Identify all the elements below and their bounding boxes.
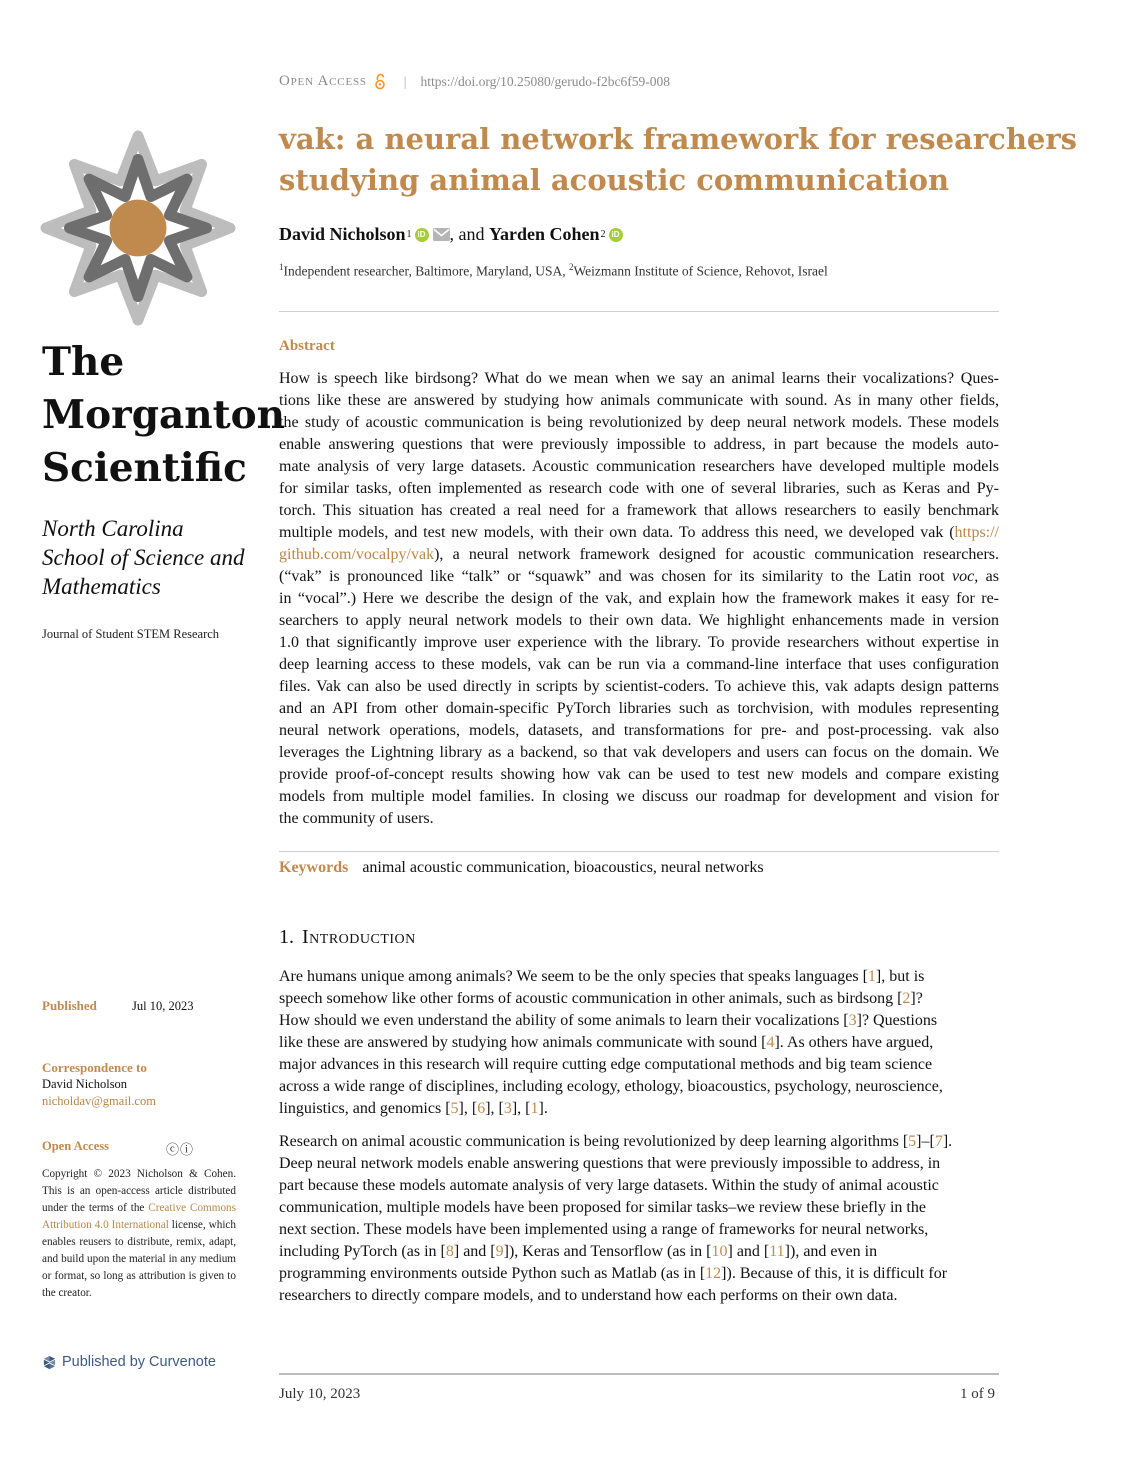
paragraph-line (279, 1241, 999, 1263)
abstract-line: searchers to apply neural network models to their own data. We highlight enhancements made in version (279, 612, 999, 629)
abstract-label: Abstract (279, 338, 335, 354)
text: ]. As others have argued, (774, 1034, 934, 1051)
text: ]), Keras and Tensorflow (as in [ (503, 1243, 712, 1260)
github-link[interactable]: https:// (954, 524, 999, 541)
section-number: 1. (279, 926, 294, 948)
text: ], [ (458, 1100, 478, 1117)
abstract-line: 1.0 that significantly improve user experience with the library. To provide researchers without expertise in (279, 634, 999, 651)
published-block (42, 998, 242, 1014)
citation-link[interactable]: 12 (705, 1265, 722, 1282)
abstract-line: the study of acoustic communication is being revolutionized by deep neural network models. These models (279, 414, 999, 431)
intro-paragraph-2 (279, 1131, 999, 1307)
abstract-line: deep learning access to these models, vak can be run via a command-line interface that uses configuration (279, 656, 999, 673)
text: ]). Because of this, it is difficult for (721, 1265, 948, 1282)
correspondence-email-link[interactable]: nicholdav@gmail.com (42, 1094, 156, 1108)
citation-link[interactable]: 2 (902, 990, 911, 1007)
text: ] and [ (727, 1243, 770, 1260)
github-link-cont[interactable]: github.com/vocalpy/vak (279, 546, 435, 563)
paragraph-line: across a wide range of disciplines, including ecology, ethology, bioacoustics, psychology, neuroscience, (279, 1078, 943, 1095)
text: ] and [ (453, 1243, 496, 1260)
text: ], [ (511, 1100, 531, 1117)
license-link[interactable]: Creative Commons Attribution 4.0 International (42, 1202, 236, 1231)
header-bar (279, 73, 670, 90)
keywords (279, 859, 764, 877)
abstract-line-text: multiple models, and test new models, with their own data. To address this need, we developed vak ( (279, 524, 955, 541)
open-access-lock-icon (374, 73, 386, 90)
section-heading (279, 926, 416, 949)
paragraph-line (279, 1131, 999, 1153)
citation-link[interactable]: 4 (766, 1034, 775, 1051)
keywords-label: Keywords (279, 859, 349, 876)
published-date: Jul 10, 2023 (132, 999, 194, 1013)
abstract-line-text: , as (974, 568, 1000, 585)
school-line-1: North Carolina (42, 516, 184, 541)
abstract-line: models from multiple model families. In closing we discuss our roadmap for development and vision for (279, 788, 999, 805)
citation-link[interactable]: 9 (495, 1243, 504, 1260)
curvenote-icon (42, 1355, 57, 1370)
abstract-line: files. Vak can also be used directly in scripts by scientist-coders. To achieve this, vak adapts design patterns (279, 678, 999, 695)
paragraph-line (279, 1010, 999, 1032)
affiliations (279, 262, 828, 280)
text: ]), and even in (784, 1243, 878, 1260)
open-access-label: Open Access (42, 1139, 110, 1153)
abstract-line: provide proof-of-concept results showing how vak can be used to test new models and compare existing (279, 766, 999, 783)
abstract-line-text: ), a neural network framework designed for acoustic communication researchers. (434, 546, 999, 563)
correspondence-name: David Nicholson (42, 1077, 128, 1091)
paragraph-line: Deep neural network models enable answering questions that were previously impossible to address, in (279, 1155, 941, 1172)
affil-sup-2: 2 (568, 262, 574, 272)
paragraph-line: researchers to directly compare models, and to understand how each performs on their own data. (279, 1287, 898, 1304)
abstract-line-text: (“vak” is pronounced like “talk” or “squawk” and was chosen for its similarity to the Latin root (279, 568, 953, 585)
author-2-affil-sup: 2 (600, 229, 606, 240)
author-name-1: David Nicholson (279, 224, 406, 244)
correspondence-label: Correspondence to (42, 1060, 147, 1075)
school-line-2: School of Science and (42, 545, 245, 570)
citation-link[interactable]: 1 (867, 968, 876, 985)
citation-link[interactable]: 3 (503, 1100, 512, 1117)
paragraph-line (279, 988, 999, 1010)
keywords-text: animal acoustic communication, bioacoustics, neural networks (362, 859, 764, 876)
text: ]. (942, 1133, 953, 1150)
copyright-text-end: license, which enables reusers to distribute, remix, adapt, and build upon the material in any medium or format, so long as attribution is given to the creator. (42, 1219, 236, 1299)
title-line-2: studying animal acoustic communication (279, 163, 950, 197)
author-joiner: , and (449, 224, 490, 244)
citation-link[interactable]: 8 (445, 1243, 454, 1260)
text: including PyTorch (as in [ (279, 1243, 446, 1260)
creative-commons-icon: ⓒⓘ (166, 1142, 195, 1157)
abstract-line: torch. This situation has created a real need for a framework that allows researchers to easily benchmark (279, 502, 999, 519)
author-1-affil-sup: 1 (406, 229, 412, 240)
author-name-2: Yarden Cohen (489, 224, 600, 244)
abstract-line: for similar tasks, often implemented as research code with one of several libraries, such as Keras and Py- (279, 480, 999, 497)
text: ]? (910, 990, 923, 1007)
citation-link[interactable]: 5 (450, 1100, 459, 1117)
paragraph-line: next section. These models have been implemented using a range of frameworks for neural networks, (279, 1221, 929, 1238)
abstract-line: and an API from other domain-specific PyTorch libraries such as torchvision, with modules representing (279, 700, 999, 717)
abstract-line: the community of users. (279, 810, 434, 827)
header-open-access: Open Access (279, 73, 367, 89)
text: ], but is (875, 968, 925, 985)
email-icon[interactable] (433, 228, 450, 241)
paragraph-line (279, 1263, 999, 1285)
text: linguistics, and genomics [ (279, 1100, 451, 1117)
abstract-line: enable answering questions that were previously impossible to address, in part because the models auto- (279, 436, 999, 453)
abstract-line: tions like these are answered by studying how animals communicate with sound. As in many other fields, (279, 392, 999, 409)
abstract-line (279, 544, 999, 566)
text: like these are answered by studying how animals communicate with sound [ (279, 1034, 767, 1051)
affiliation-2: Weizmann Institute of Science, Rehovot, Israel (573, 263, 828, 279)
text: Are humans unique among animals? We seem to be the only species that speaks languages [ (279, 968, 868, 985)
footer-divider (279, 1373, 999, 1375)
logo-center-dot (110, 200, 167, 257)
orcid-icon-2[interactable]: iD (609, 228, 623, 242)
citation-link[interactable]: 6 (477, 1100, 486, 1117)
abstract-line: leverages the Lightning library as a backend, so that vak developers and users can focus on the domain. We (279, 744, 999, 761)
abstract-line: How is speech like birdsong? What do we mean when we say an animal learns their vocalizations? Ques- (279, 370, 999, 387)
affiliation-1: Independent researcher, Baltimore, Maryland, USA, (283, 263, 569, 279)
paragraph-line: communication, multiple models have been proposed for similar tasks–we review these briefly in the (279, 1199, 926, 1216)
text: Research on animal acoustic communication is being revolutionized by deep learning algorithms [ (279, 1133, 909, 1150)
citation-link[interactable]: 3 (848, 1012, 857, 1029)
school-line-3: Mathematics (42, 574, 161, 599)
orcid-icon[interactable]: iD (415, 228, 429, 242)
citation-link[interactable]: 5 (908, 1133, 917, 1150)
author-list (279, 224, 623, 245)
text: ]? Questions (856, 1012, 938, 1029)
intro-paragraph-1 (279, 966, 999, 1120)
paragraph-line (279, 1032, 999, 1054)
paragraph-line (279, 966, 999, 988)
text: How should we even understand the ability of some animals to learn their vocalizations [ (279, 1012, 849, 1029)
abstract-line: in “vocal”.) Here we describe the design of the vak, and explain how the framework makes it easy for re- (279, 590, 999, 607)
doi-link[interactable]: https://doi.org/10.25080/gerudo-f2bc6f59-008 (420, 73, 670, 89)
footer-date: July 10, 2023 (279, 1386, 361, 1402)
text: ]. (538, 1100, 548, 1117)
published-label: Published (42, 998, 97, 1013)
abstract-text (279, 368, 999, 830)
title-line-1: vak: a neural network framework for researchers (279, 122, 1077, 156)
citation-link[interactable]: 10 (711, 1243, 728, 1260)
text: programming environments outside Python such as Matlab (as in [ (279, 1265, 706, 1282)
curvenote-badge[interactable] (42, 1354, 216, 1370)
divider (279, 851, 999, 852)
citation-link[interactable]: 1 (530, 1100, 539, 1117)
citation-link[interactable]: 7 (934, 1133, 943, 1150)
copyright-notice (42, 1166, 236, 1302)
abstract-line: mate analysis of very large datasets. Acoustic communication researchers have developed multiple models (279, 458, 999, 475)
abstract-line (279, 522, 999, 544)
text: speech somehow like other forms of acoustic communication in other animals, such as birdsong [ (279, 990, 903, 1007)
curvenote-label: Published by Curvenote (62, 1354, 216, 1370)
citation-link[interactable]: 11 (769, 1243, 785, 1260)
text: ]–[ (916, 1133, 935, 1150)
paragraph-line: major advances in this research will require cutting edge computational methods and big team science (279, 1056, 933, 1073)
paper-title (279, 119, 1077, 201)
school-name (42, 514, 252, 601)
correspondence-block (42, 1059, 242, 1110)
journal-name-line-3: Scientific (42, 445, 247, 491)
abstract-italic: voc (952, 568, 975, 585)
abstract-line (279, 566, 999, 588)
paragraph-line: part because these models automate analysis of very large datasets. Within the study of animal acoustic (279, 1177, 939, 1194)
abstract-line: neural network operations, models, datasets, and transformations for pre- and post-processing. vak also (279, 722, 999, 739)
paragraph-line (279, 1098, 999, 1120)
affil-sup-1: 1 (279, 262, 284, 272)
journal-name (42, 336, 286, 495)
header-separator: | (403, 73, 407, 89)
copyright-text: Copyright © 2023 Nicholson & Cohen. This is an open-access article distributed under the terms of the (42, 1168, 236, 1214)
journal-name-line-1: The (42, 339, 125, 385)
section-title: Introduction (302, 926, 416, 948)
journal-tagline: Journal of Student STEM Research (42, 627, 220, 641)
journal-name-line-2: Morganton (42, 392, 286, 438)
page-number: 1 of 9 (960, 1386, 995, 1402)
divider (279, 311, 999, 312)
journal-logo-icon (40, 130, 236, 326)
text: ], [ (485, 1100, 504, 1117)
